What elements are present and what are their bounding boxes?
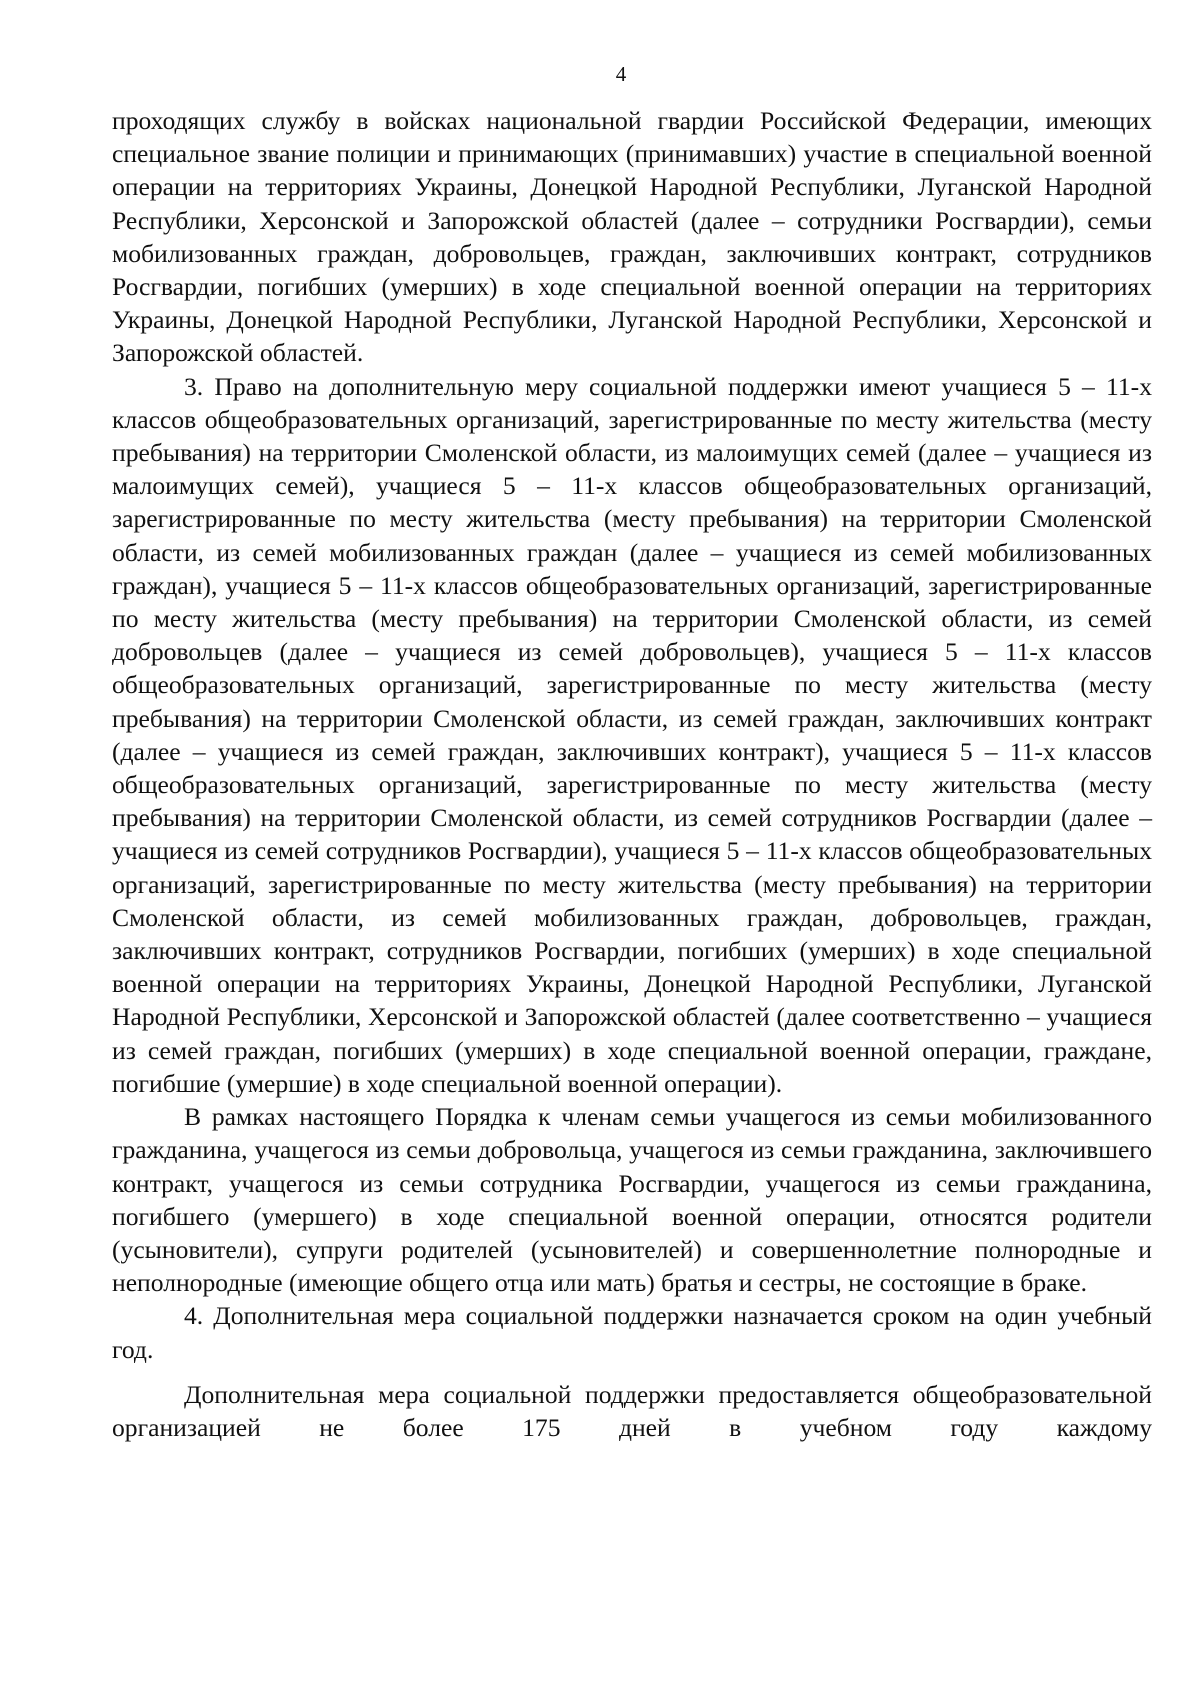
- paragraph-item-4: 4. Дополнительная мера социальной поддержки назначается сроком на один учебный год.: [112, 1301, 1152, 1364]
- paragraph-item-3: 3. Право на дополнительную меру социальной поддержки имеют учащиеся 5 – 11-х классов общеобразовательных организаций, зарегистрированные по месту жительства (месту пребывания) на территории Смоленской области, из малоимущих семей (далее – учащиеся из малоимущих семей), учащиеся 5 – 11-х классов общеобразовательных организаций, зарегистрированные по месту жительства (месту пребывания) на территории Смоленской области, из семей мобилизованных граждан (далее – учащиеся из семей мобилизованных граждан), учащиеся 5 – 11-х классов общеобразовательных организаций, зарегистрированные по месту жительства (месту пребывания) на территории Смоленской области, из семей добровольцев (далее – учащиеся из семей добровольцев), учащиеся 5 – 11-х классов общеобразовательных организаций, зарегистрированные по месту жительства (месту пребывания) на территории Смоленской области, из семей граждан, заключивших контракт (далее – учащиеся из семей граждан, заключивших контракт), учащиеся 5 – 11-х классов общеобразовательных организаций, зарегистрированные по месту жительства (месту пребывания) на территории Смоленской области, из семей сотрудников Росгвардии (далее – учащиеся из семей сотрудников Росгвардии), учащиеся 5 – 11-х классов общеобразовательных организаций, зарегистрированные по месту жительства (месту пребывания) на территории Смоленской области, из семей мобилизованных граждан, добровольцев, граждан, заключивших контракт, сотрудников Росгвардии, погибших (умерших) в ходе специальной военной операции на территориях Украины, Донецкой Народной Республики, Луганской Народной Республики, Херсонской и Запорожской областей (далее соответственно – учащиеся из семей граждан, погибших (умерших) в ходе специальной военной операции, граждане, погибшие (умершие) в ходе специальной военной операции).: [112, 371, 1152, 1098]
- paragraph-continuation: проходящих службу в войсках национальной гвардии Российской Федерации, имеющих специальное звание полиции и принимающих (принимавших) участие в специальной военной операции на территориях Украины, Донецкой Народной Республики, Луганской Народной Республики, Херсонской и Запорожской областей (далее – сотрудники Росгвардии), семьи мобилизованных граждан, добровольцев, граждан, заключивших контракт, сотрудников Росгвардии, погибших (умерших) в ходе специальной военной операции на территориях Украины, Донецкой Народной Республики, Луганской Народной Республики, Херсонской и Запорожской областей.: [112, 106, 1152, 368]
- paragraph-provision-days: Дополнительная мера социальной поддержки предоставляется общеобразовательной организацией не более 175 дней в учебном году каждому: [112, 1379, 1152, 1442]
- page-number: 4: [615, 62, 627, 86]
- paragraph-family-members: В рамках настоящего Порядка к членам семьи учащегося из семьи мобилизованного гражданина, учащегося из семьи добровольца, учащегося из семьи гражданина, заключившего контракт, учащегося из семьи сотрудника Росгвардии, учащегося из семьи гражданина, погибшего (умершего) в ходе специальной военной операции, относятся родители (усыновители), супруги родителей (усыновителей) и совершеннолетние полнородные и неполнородные (имеющие общего отца или мать) братья и сестры, не состоящие в браке.: [112, 1102, 1152, 1298]
- document-body: [112, 104, 1152, 1444]
